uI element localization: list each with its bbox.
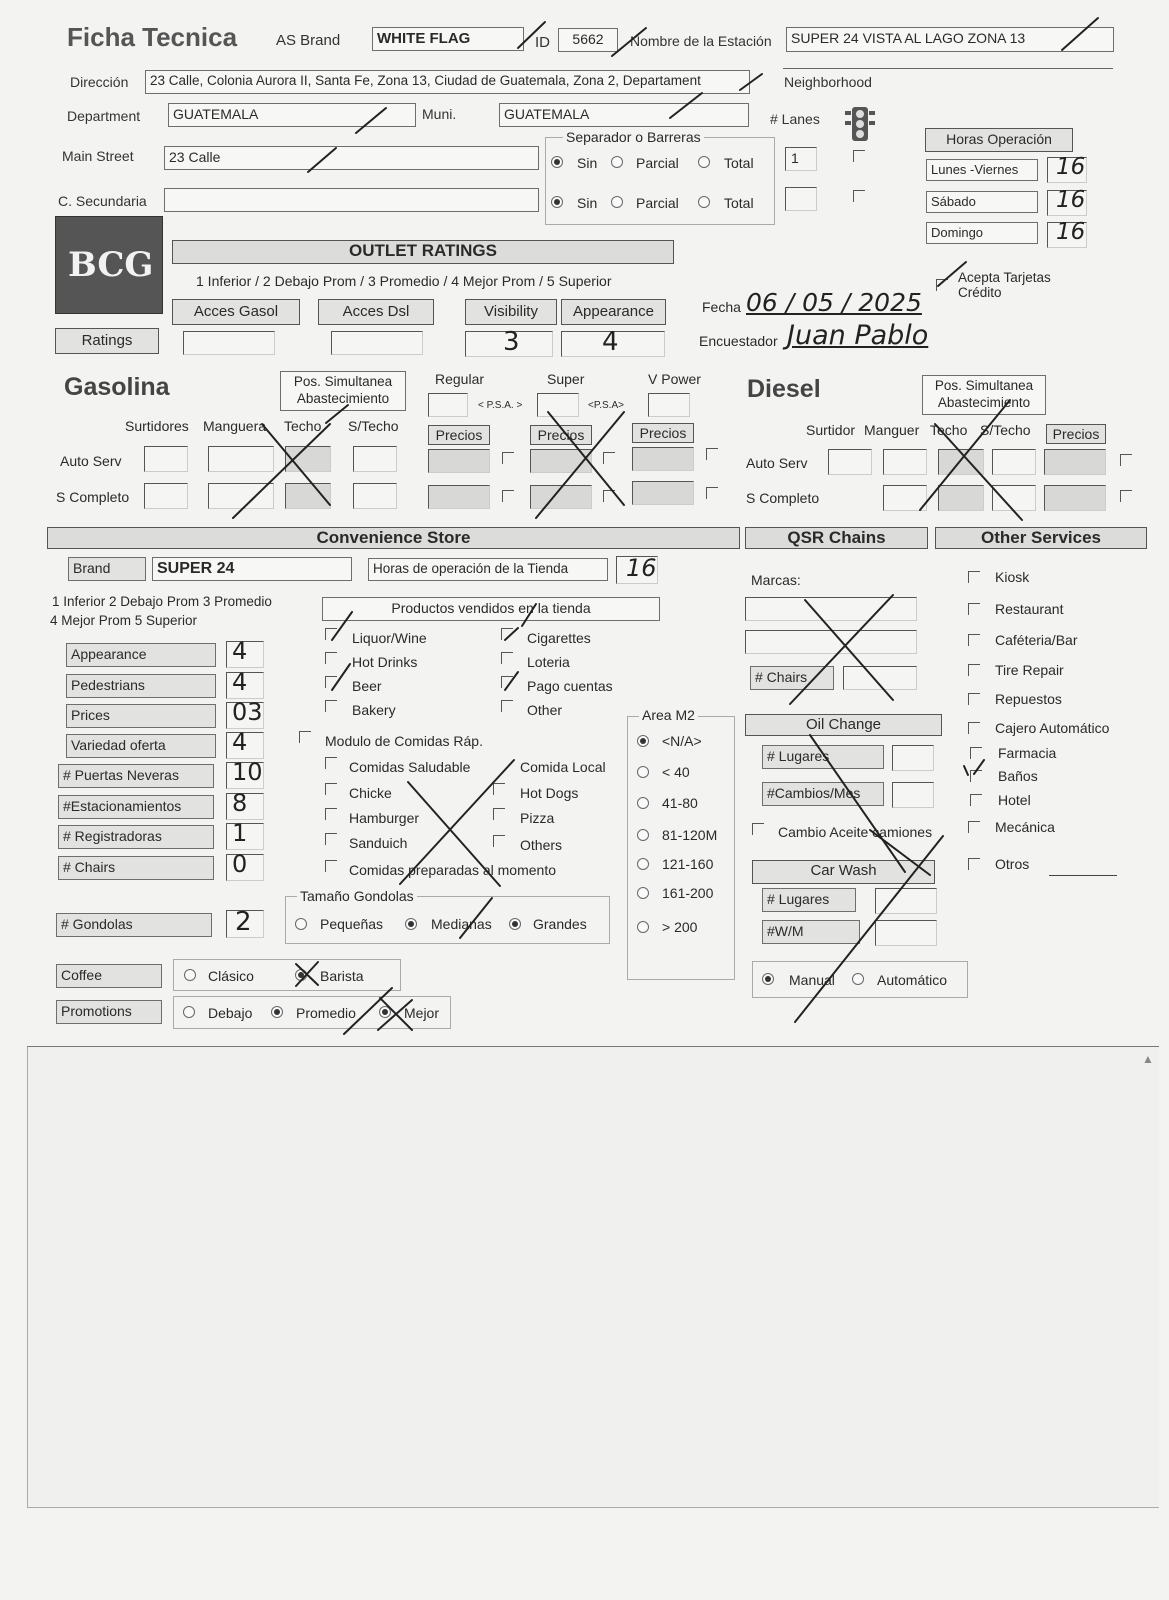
ratings-label: Ratings	[55, 328, 159, 354]
gas-as-price-regular[interactable]	[428, 449, 490, 473]
encuestador-value: Juan Pablo	[787, 320, 929, 351]
service-restaurant-check[interactable]	[968, 603, 980, 615]
station-field[interactable]: SUPER 24 VISTA AL LAGO ZONA 13	[786, 27, 1114, 52]
col-dsl-stecho: S/Techo	[980, 422, 1031, 438]
neighborhood-line	[783, 68, 1113, 69]
outlet-scale-text: 1 Inferior / 2 Debajo Prom / 3 Promedio / 4 Mejor Prom / 5 Superior	[196, 273, 612, 289]
dsl-as-price[interactable]	[1044, 449, 1106, 475]
others-food-check[interactable]	[493, 835, 505, 847]
comida-local-label: Comida Local	[520, 759, 606, 775]
appearance-field[interactable]	[561, 327, 665, 357]
area-option-4-label: 121-160	[662, 856, 714, 872]
id-field[interactable]: 5662	[558, 28, 618, 52]
hours-saturday-value: 16	[1056, 187, 1086, 213]
store-rating-pedestrians-label: Pedestrians	[66, 674, 216, 698]
gas-sc-price-vpower[interactable]	[632, 481, 694, 505]
dsl-auto-serv-label: Auto Serv	[746, 455, 808, 471]
store-rating-appearance-value: 4	[232, 637, 248, 665]
other-product-label: Other	[527, 702, 563, 718]
marcas-field-2[interactable]	[745, 630, 917, 654]
store-scale-1: 1 Inferior 2 Debajo Prom 3 Promedio	[52, 594, 272, 609]
store-rating-variedad-value: 4	[232, 728, 248, 756]
oil-cambios-field[interactable]	[892, 782, 934, 808]
other-services-title: Other Services	[935, 527, 1147, 549]
cigarettes-check[interactable]	[501, 628, 513, 640]
loteria-check[interactable]	[501, 652, 513, 664]
gas-sc-price-regular[interactable]	[428, 485, 490, 509]
service-kiosk-check[interactable]	[968, 571, 980, 583]
store-rating-puertas-value: 10	[232, 758, 263, 786]
hours-saturday-label: Sábado	[926, 191, 1038, 213]
service-cajero-label: Cajero Automático	[995, 720, 1110, 736]
debajo-radio[interactable]	[183, 1006, 195, 1018]
appearance-label: Appearance	[561, 299, 666, 325]
department-field[interactable]: GUATEMALA	[168, 103, 416, 127]
liquor-check[interactable]	[325, 628, 337, 640]
outlet-ratings-title: OUTLET RATINGS	[172, 240, 674, 264]
modulo-label: Modulo de Comidas Ráp.	[325, 733, 483, 749]
sep1-parcial-radio[interactable]	[611, 156, 623, 168]
store-rating-chairs-field[interactable]	[226, 850, 264, 881]
gas-sc-techo[interactable]	[285, 483, 331, 509]
dsl-as-check[interactable]	[1120, 454, 1132, 466]
service-mecanica-check[interactable]	[968, 821, 980, 833]
store-rating-appearance-field[interactable]	[226, 637, 264, 668]
acepta-tarjetas-label: Acepta Tarjetas Crédito	[958, 270, 1051, 300]
fecha-label: Fecha	[702, 299, 741, 315]
area-option-1-radio[interactable]	[637, 766, 649, 778]
c-secundaria-field[interactable]	[164, 188, 539, 212]
service-farmacia-check[interactable]	[970, 747, 982, 759]
gondolas-field[interactable]	[226, 907, 264, 938]
as-brand-label: AS Brand	[276, 32, 341, 49]
dsl-as-techo[interactable]	[938, 449, 984, 475]
gas-auto-serv-label: Auto Serv	[60, 453, 122, 469]
dsl-sc-price[interactable]	[1044, 485, 1106, 511]
area-option-4-radio[interactable]	[637, 858, 649, 870]
car-wash-title: Car Wash	[752, 860, 935, 884]
gas-sc-surtidores[interactable]	[144, 483, 188, 509]
chicke-check[interactable]	[325, 783, 337, 795]
dsl-as-manguer[interactable]	[883, 449, 927, 475]
manual-label: Manual	[789, 972, 835, 988]
medianas-label: Medianas	[431, 916, 492, 932]
pizza-label: Pizza	[520, 810, 555, 826]
dsl-sc-manguer[interactable]	[883, 485, 927, 511]
lanes-check-1[interactable]	[853, 150, 865, 162]
clasico-radio[interactable]	[184, 969, 196, 981]
muni-field[interactable]: GUATEMALA	[499, 103, 749, 127]
store-rating-chairs-value: 0	[232, 850, 248, 878]
gas-sc-check-super[interactable]	[603, 490, 615, 502]
grandes-label: Grandes	[533, 916, 587, 932]
encuestador-label: Encuestador	[699, 333, 778, 349]
area-option-5-radio[interactable]	[637, 887, 649, 899]
service-tire-repair-check[interactable]	[968, 664, 980, 676]
area-option-6-radio[interactable]	[637, 921, 649, 933]
precios-vpower: Precios	[632, 423, 694, 443]
sep1-sin-radio[interactable]	[551, 156, 563, 168]
automatico-radio[interactable]	[852, 973, 864, 985]
sep1-total-label: Total	[724, 155, 754, 171]
cigarettes-label: Cigarettes	[527, 630, 591, 646]
liquor-label: Liquor/Wine	[352, 630, 427, 646]
acces-gasol-field[interactable]	[183, 331, 275, 355]
super-field[interactable]	[537, 393, 579, 417]
visibility-value: 3	[503, 327, 520, 357]
gas-as-price-vpower[interactable]	[632, 447, 694, 471]
service-repuestos-check[interactable]	[968, 693, 980, 705]
service-cafeteria-label: Caféteria/Bar	[995, 632, 1078, 648]
hot-drinks-check[interactable]	[325, 652, 337, 664]
main-street-field[interactable]: 23 Calle	[164, 146, 539, 170]
hours-weekday-label: Lunes -Viernes	[926, 159, 1038, 181]
col-dsl-techo: Techo	[930, 422, 968, 438]
grandes-radio[interactable]	[509, 918, 521, 930]
store-rating-prices-field[interactable]	[226, 698, 264, 729]
service-banos-label: Baños	[998, 768, 1038, 784]
service-otros-check[interactable]	[968, 858, 980, 870]
gas-as-stecho[interactable]	[353, 446, 397, 472]
neighborhood-label: Neighborhood	[784, 74, 872, 90]
brand-field[interactable]: WHITE FLAG	[372, 27, 524, 51]
wash-lugares-field[interactable]	[875, 888, 937, 914]
dsl-as-surtidor[interactable]	[828, 449, 872, 475]
store-rating-estacionamientos-field[interactable]	[226, 789, 264, 820]
store-brand-field[interactable]: SUPER 24	[152, 557, 352, 581]
muni-label: Muni.	[422, 106, 457, 122]
hours-sunday-label: Domingo	[926, 222, 1038, 244]
oil-lugares-field[interactable]	[892, 745, 934, 771]
area-group	[627, 716, 735, 980]
separator-group	[545, 137, 775, 225]
store-rating-prices-value: 03	[232, 698, 263, 726]
pequenas-radio[interactable]	[295, 918, 307, 930]
qsr-chairs-field[interactable]	[843, 666, 917, 690]
dsl-sc-check[interactable]	[1120, 490, 1132, 502]
acepta-tarjetas-check[interactable]	[936, 279, 948, 291]
super-label: Super	[547, 371, 585, 387]
area-option-2-label: 41-80	[662, 795, 698, 811]
service-farmacia-label: Farmacia	[998, 745, 1057, 761]
pequenas-label: Pequeñas	[320, 916, 384, 932]
vpower-field[interactable]	[648, 393, 690, 417]
store-scale-2: 4 Mejor Prom 5 Superior	[50, 613, 198, 628]
tamano-label: Tamaño Gondolas	[297, 888, 417, 904]
convenience-store-title: Convenience Store	[47, 527, 740, 549]
store-rating-prices-label: Prices	[66, 704, 216, 728]
area-option-6-label: > 200	[662, 919, 698, 935]
sep1-total-radio[interactable]	[698, 156, 710, 168]
precios-super: Precios	[530, 425, 592, 445]
hours-sunday-value: 16	[1056, 219, 1086, 245]
hot-dogs-label: Hot Dogs	[520, 785, 579, 801]
store-rating-appearance-label: Appearance	[66, 643, 216, 667]
barista-radio[interactable]	[295, 969, 307, 981]
bakery-label: Bakery	[352, 702, 396, 718]
notes-area[interactable]	[27, 1046, 1159, 1508]
medianas-radio[interactable]	[405, 918, 417, 930]
hours-weekday-field[interactable]	[1047, 154, 1087, 183]
chicke-label: Chicke	[349, 785, 392, 801]
sep1-parcial-label: Parcial	[636, 155, 679, 171]
loteria-label: Loteria	[527, 654, 570, 670]
id-label: ID	[535, 34, 550, 51]
gas-sc-price-super[interactable]	[530, 485, 592, 509]
store-rating-pedestrians-field[interactable]	[226, 668, 264, 699]
automatico-label: Automático	[877, 972, 948, 988]
sep2-parcial-radio[interactable]	[611, 196, 623, 208]
qsr-chairs-label: # Chairs	[750, 666, 834, 690]
pago-cuentas-check[interactable]	[501, 676, 513, 688]
precios-regular: Precios	[428, 425, 490, 445]
saludable-label: Comidas Saludable	[349, 759, 471, 775]
col-techo: Techo	[284, 418, 322, 434]
col-surtidores: Surtidores	[125, 418, 189, 434]
hours-saturday-field[interactable]	[1047, 187, 1087, 216]
col-surtidor: Surtidor	[806, 422, 856, 438]
service-repuestos-label: Repuestos	[995, 691, 1062, 707]
store-rating-registradoras-value: 1	[232, 819, 248, 847]
psa-label-1: < P.S.A. >	[478, 400, 523, 411]
address-field[interactable]: 23 Calle, Colonia Aurora II, Santa Fe, Zona 13, Ciudad de Guatemala, Zona 2, Departament	[145, 70, 750, 94]
service-restaurant-label: Restaurant	[995, 601, 1064, 617]
gas-sc-check-regular[interactable]	[502, 490, 514, 502]
pizza-check[interactable]	[493, 808, 505, 820]
coffee-label: Coffee	[56, 964, 162, 988]
sep2-sin-label: Sin	[577, 195, 598, 211]
gas-sc-check-vpower[interactable]	[706, 487, 718, 499]
hamburger-check[interactable]	[325, 808, 337, 820]
regular-field[interactable]	[428, 393, 468, 417]
service-hotel-label: Hotel	[998, 792, 1031, 808]
sep2-total-radio[interactable]	[698, 196, 710, 208]
appearance-value: 4	[602, 327, 619, 357]
preparadas-label: Comidas preparadas al momento	[349, 862, 556, 878]
promotions-label: Promotions	[56, 1000, 162, 1024]
gas-sc-manguera[interactable]	[208, 483, 274, 509]
acces-gasol-label: Acces Gasol	[172, 299, 300, 325]
visibility-label: Visibility	[465, 299, 557, 325]
gondolas-value: 2	[235, 907, 252, 937]
lanes-field-1[interactable]	[785, 147, 817, 171]
debajo-label: Debajo	[208, 1005, 253, 1021]
area-option-0-radio[interactable]	[637, 735, 649, 747]
store-rating-variedad-label: Variedad oferta	[66, 734, 216, 758]
precios-diesel: Precios	[1046, 424, 1106, 444]
service-kiosk-label: Kiosk	[995, 569, 1030, 585]
dsl-sc-stecho[interactable]	[992, 485, 1036, 511]
area-option-0-label: <N/A>	[662, 733, 702, 749]
gas-s-completo-label: S Completo	[56, 489, 130, 505]
store-hours-value: 16	[626, 554, 657, 582]
dsl-sc-techo[interactable]	[938, 485, 984, 511]
modulo-check[interactable]	[299, 731, 311, 743]
store-rating-registradoras-label: # Registradoras	[58, 825, 214, 849]
col-manguer: Manguer	[864, 422, 920, 438]
area-option-5-label: 161-200	[662, 885, 714, 901]
hamburger-label: Hamburger	[349, 810, 420, 826]
department-label: Department	[67, 108, 141, 124]
gas-pos-sim-label: Pos. Simultanea Abastecimiento	[280, 371, 406, 411]
pago-cuentas-label: Pago cuentas	[527, 678, 613, 694]
sep2-sin-radio[interactable]	[551, 196, 563, 208]
promedio-radio[interactable]	[271, 1006, 283, 1018]
traffic-light-icon	[843, 106, 877, 147]
dsl-pos-sim-label: Pos. Simultanea Abastecimiento	[922, 375, 1046, 415]
area-option-3-label: 81-120M	[662, 827, 718, 843]
acces-dsl-label: Acces Dsl	[318, 299, 434, 325]
fecha-value: 06 / 05 / 2025	[746, 288, 922, 317]
service-mecanica-label: Mecánica	[995, 819, 1055, 835]
store-hours-label: Horas de operación de la Tienda	[368, 558, 608, 581]
area-option-2-radio[interactable]	[637, 797, 649, 809]
preparadas-check[interactable]	[325, 860, 337, 872]
store-rating-puertas-field[interactable]	[226, 758, 264, 789]
marcas-field-1[interactable]	[745, 597, 917, 621]
area-label: Area M2	[639, 707, 698, 723]
manual-radio[interactable]	[762, 973, 774, 985]
service-banos-check[interactable]	[970, 770, 982, 782]
gas-as-manguera[interactable]	[208, 446, 274, 472]
wash-wm-field[interactable]	[875, 920, 937, 946]
service-otros-label: Otros	[995, 856, 1030, 872]
sanduich-label: Sanduich	[349, 835, 408, 851]
hours-weekday-value: 16	[1056, 154, 1086, 180]
gas-as-check-super[interactable]	[603, 452, 615, 464]
store-rating-puertas-label: # Puertas Neveras	[58, 764, 214, 788]
store-rating-estacionamientos-label: #Estacionamientos	[58, 795, 214, 819]
area-option-1-label: < 40	[662, 764, 690, 780]
c-secundaria-label: C. Secundaria	[58, 193, 147, 209]
sep2-total-label: Total	[724, 195, 754, 211]
hours-sunday-field[interactable]	[1047, 219, 1087, 248]
diesel-title: Diesel	[747, 375, 821, 403]
gas-sc-stecho[interactable]	[353, 483, 397, 509]
store-rating-chairs-label: # Chairs	[58, 856, 214, 880]
beer-check[interactable]	[325, 676, 337, 688]
service-tire-repair-label: Tire Repair	[995, 662, 1064, 678]
lanes-label: # Lanes	[770, 111, 820, 127]
sep1-sin-label: Sin	[577, 155, 598, 171]
gas-as-price-super[interactable]	[530, 449, 592, 473]
clasico-label: Clásico	[208, 968, 254, 984]
acces-dsl-field[interactable]	[331, 331, 423, 355]
separator-label: Separador o Barreras	[563, 129, 704, 145]
col-manguera: Manguera	[203, 418, 267, 434]
gas-as-check-regular[interactable]	[502, 452, 514, 464]
area-option-3-radio[interactable]	[637, 829, 649, 841]
dsl-s-completo-label: S Completo	[746, 490, 820, 506]
psa-label-2: <P.S.A>	[588, 400, 624, 411]
lanes-field-2[interactable]	[785, 187, 817, 211]
address-label: Dirección	[70, 74, 129, 90]
store-rating-pedestrians-value: 4	[232, 668, 248, 696]
gas-as-techo[interactable]	[285, 446, 331, 472]
gas-as-surtidores[interactable]	[144, 446, 188, 472]
store-brand-label: Brand	[68, 557, 146, 581]
bcg-logo	[55, 216, 163, 314]
service-cafeteria-check[interactable]	[968, 634, 980, 646]
bakery-check[interactable]	[325, 700, 337, 712]
main-street-label: Main Street	[62, 148, 134, 164]
store-hours-field[interactable]	[616, 556, 658, 584]
barista-label: Barista	[320, 968, 364, 984]
store-rating-registradoras-field[interactable]	[226, 819, 264, 850]
sanduich-check[interactable]	[325, 833, 337, 845]
wash-wm-label: #W/M	[762, 920, 860, 944]
hot-dogs-check[interactable]	[493, 783, 505, 795]
gasolina-title: Gasolina	[64, 373, 170, 401]
marcas-label: Marcas:	[751, 572, 801, 588]
visibility-field[interactable]	[465, 327, 553, 357]
cambio-aceite-label: Cambio Aceite camiones	[778, 824, 933, 840]
others-food-label: Others	[520, 837, 563, 853]
mejor-label: Mejor	[404, 1005, 440, 1021]
lanes-check-2[interactable]	[853, 190, 865, 202]
cambio-aceite-check[interactable]	[752, 823, 764, 835]
bcg-logo-text: BCG	[68, 245, 154, 285]
promedio-label: Promedio	[296, 1005, 356, 1021]
oil-lugares-label: # Lugares	[762, 745, 884, 769]
hot-drinks-label: Hot Drinks	[352, 654, 418, 670]
station-label: Nombre de la Estación	[630, 33, 772, 49]
qsr-chains-title: QSR Chains	[745, 527, 928, 549]
oil-change-title: Oil Change	[745, 714, 942, 736]
form-title: Ficha Tecnica	[67, 22, 238, 52]
service-hotel-check[interactable]	[970, 794, 982, 806]
lanes-value: 1	[791, 150, 799, 166]
store-rating-variedad-field[interactable]	[226, 728, 264, 759]
vpower-label: V Power	[648, 371, 701, 387]
otros-line	[1049, 875, 1117, 876]
oil-cambios-label: #Cambios/Mes	[762, 782, 884, 806]
gondolas-label: # Gondolas	[56, 913, 212, 937]
gas-as-check-vpower[interactable]	[706, 448, 718, 460]
sep2-parcial-label: Parcial	[636, 195, 679, 211]
scroll-up-icon[interactable]: ▲	[1142, 1052, 1154, 1066]
dsl-as-stecho[interactable]	[992, 449, 1036, 475]
service-cajero-check[interactable]	[968, 722, 980, 734]
store-rating-estacionamientos-value: 8	[232, 789, 248, 817]
wash-lugares-label: # Lugares	[762, 888, 856, 912]
mejor-radio[interactable]	[379, 1006, 391, 1018]
products-label: Productos vendidos en la tienda	[322, 597, 660, 621]
beer-label: Beer	[352, 678, 382, 694]
other-product-check[interactable]	[501, 700, 513, 712]
col-stecho: S/Techo	[348, 418, 399, 434]
saludable-check[interactable]	[325, 757, 337, 769]
hours-title: Horas Operación	[925, 128, 1073, 152]
regular-label: Regular	[435, 371, 485, 387]
